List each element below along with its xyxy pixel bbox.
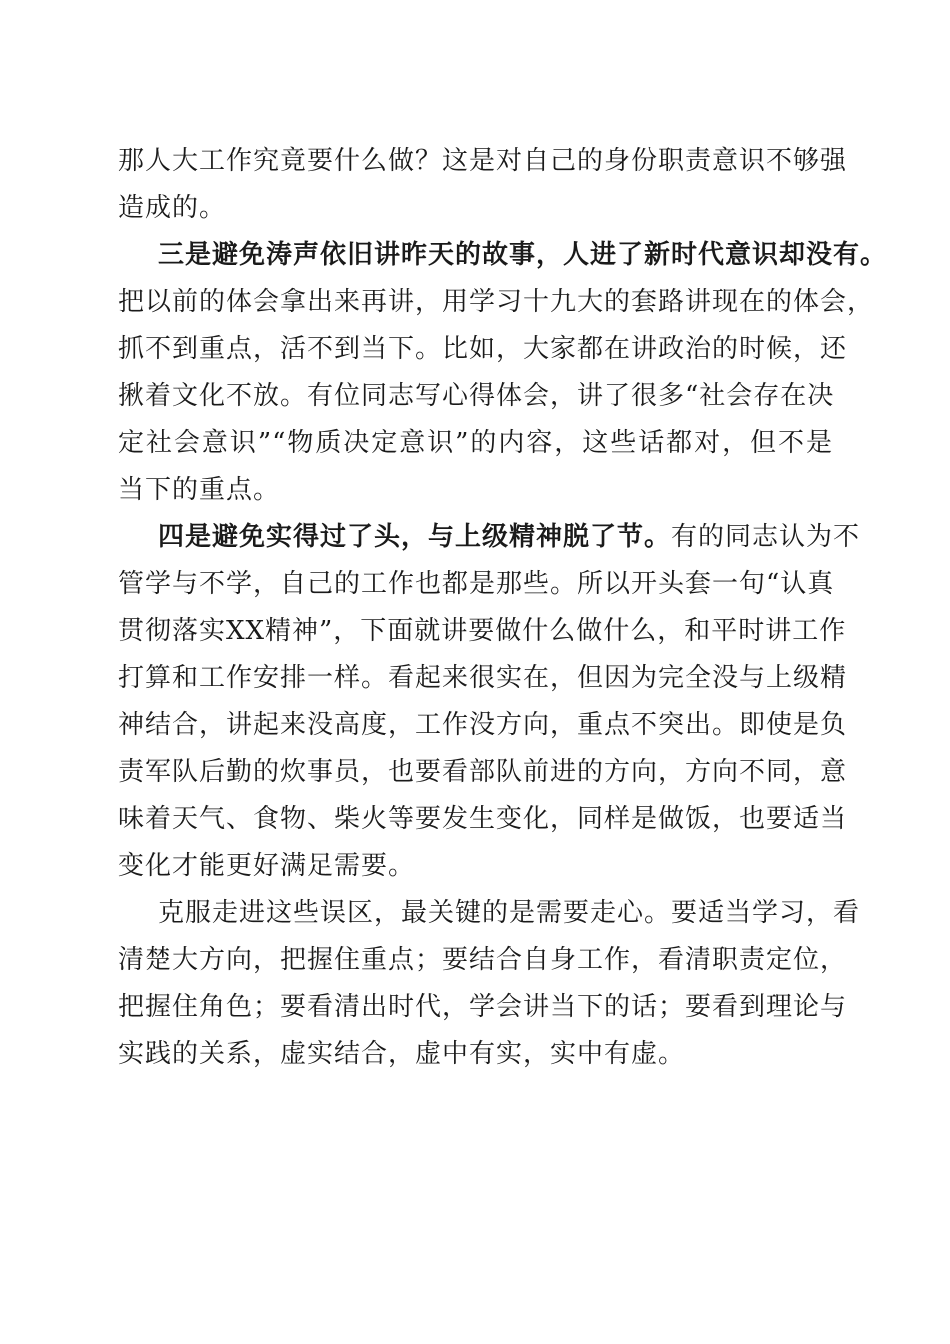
heading-tail-text: 有的同志认为不 <box>671 522 861 552</box>
text-line: 定社会意识”“物质决定意识”的内容，这些话都对，但不是 <box>118 428 833 458</box>
text-line: 清楚大方向，把握住重点；要结合自身工作，看清职责定位， <box>118 945 848 975</box>
text-line: 实践的关系，虚实结合，虚中有实，实中有虚。 <box>118 1039 686 1069</box>
text-line: 把握住角色；要看清出时代，学会讲当下的话；要看到理论与 <box>118 992 848 1022</box>
section-heading-three: 三是避免涛声依旧讲昨天的故事，人进了新时代意识却没有。 <box>158 240 888 270</box>
text-line: 变化才能更好满足需要。 <box>118 851 416 881</box>
text-line: 管学与不学，自己的工作也都是那些。所以开头套一句“认真 <box>118 569 835 599</box>
text-line: 打算和工作安排一样。看起来很实在，但因为完全没与上级精 <box>118 663 848 693</box>
text-line: 贯彻落实XX精神”，下面就讲要做什么做什么，和平时讲工作 <box>118 616 847 646</box>
section-heading-four: 四是避免实得过了头，与上级精神脱了节。 <box>158 522 672 552</box>
text-line: 当下的重点。 <box>118 475 281 505</box>
text-line: 揪着文化不放。有位同志写心得体会，讲了很多“社会存在决 <box>118 381 835 411</box>
text-line: 责军队后勤的炊事员，也要看部队前进的方向，方向不同，意 <box>118 757 848 787</box>
text-line: 克服走进这些误区，最关键的是需要走心。要适当学习，看 <box>158 898 861 928</box>
text-line: 那人大工作究竟要什么做？这是对自己的身份职责意识不够强 <box>118 146 848 176</box>
paragraph-conclusion <box>118 890 861 1078</box>
text-line: 抓不到重点，活不到当下。比如，大家都在讲政治的时候，还 <box>118 334 848 364</box>
paragraph-continuation <box>118 138 848 232</box>
text-line: 味着天气、食物、柴火等要发生变化，同样是做饭，也要适当 <box>118 804 848 834</box>
paragraph-four <box>118 514 861 890</box>
text-line <box>118 514 861 561</box>
text-line: 造成的。 <box>118 193 227 223</box>
text-line: 神结合，讲起来没高度，工作没方向，重点不突出。即使是负 <box>118 710 848 740</box>
paragraph-three <box>118 232 888 514</box>
document-page <box>118 138 888 1078</box>
text-line: 把以前的体会拿出来再讲，用学习十九大的套路讲现在的体会， <box>118 287 875 317</box>
